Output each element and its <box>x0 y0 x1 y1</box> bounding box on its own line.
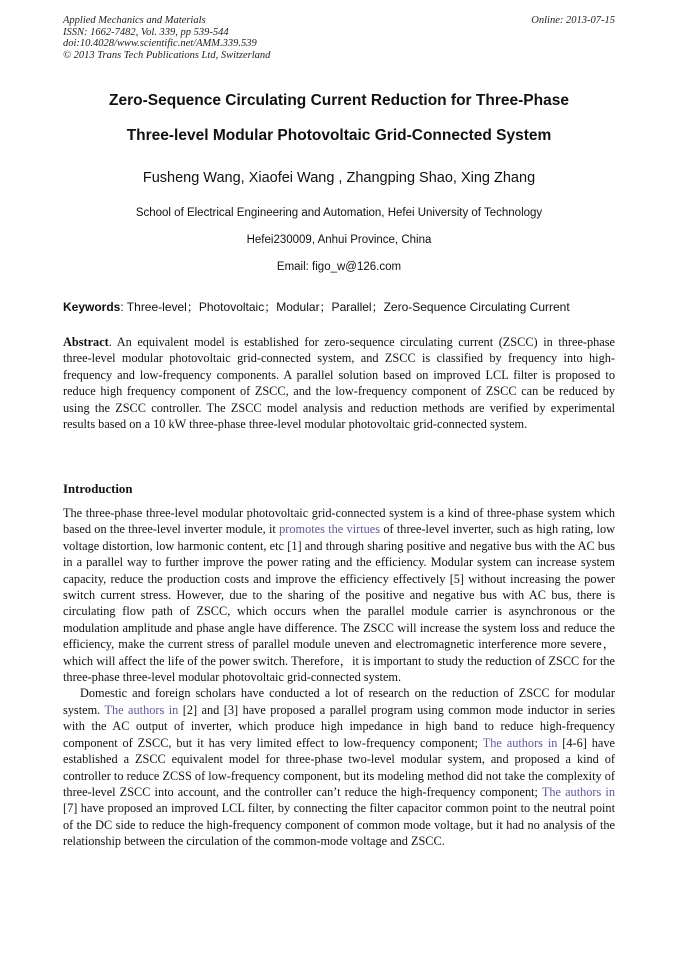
keywords-label: Keywords <box>63 300 121 314</box>
paper-title-line-1: Zero-Sequence Circulating Current Reduction for Three-Phase <box>109 92 569 109</box>
introduction-body <box>63 505 615 850</box>
intro-p2-highlight-2: The authors in <box>482 735 558 750</box>
intro-paragraph-1 <box>63 505 615 685</box>
copyright-line: © 2013 Trans Tech Publications Ltd, Switzerland <box>63 49 271 61</box>
abstract-label: Abstract <box>63 335 109 349</box>
intro-p2-text-b: [2] and [3] have proposed a parallel program using common mode inductor in series with the AC output of inverter, which produce high impedance in high band to reduce high-frequency component of ZSCC, but it has very limited effect to low-frequency component; <box>63 702 615 750</box>
abstract-text: . An equivalent model is established for zero-sequence circulating current (ZSCC) in three-phase three-level modular photovoltaic grid-connected system, and ZSCC is classified by frequency into high-frequency and low-frequency components. A parallel solution based on improved LCL filter is proposed to reduce high frequency component of ZSCC, and the low-frequency component of ZSCC can be reduced by using the ZSCC controller. The ZSCC model analysis and reduction methods are verified by experimental results based on a 10 kW three-phase three-level modular photovoltaic grid-connected system. <box>63 335 615 432</box>
abstract <box>63 334 615 432</box>
intro-p2-highlight-1: The authors in <box>104 702 179 717</box>
affiliation-line-1: School of Electrical Engineering and Automation, Hefei University of Technology <box>135 207 543 219</box>
keywords <box>63 298 623 315</box>
paper-title-line-2: Three-level Modular Photovoltaic Grid-Connected System <box>126 127 552 144</box>
author-list: Fusheng Wang, Xiaofei Wang , Zhangping Shao, Xing Zhang <box>142 170 536 186</box>
keywords-text: : Three-level；Photovoltaic；Modular；Parallel；Zero-Sequence Circulating Current <box>120 300 570 314</box>
email-line: Email: figo_w@126.com <box>276 261 402 273</box>
intro-p2-text-d: [7] have proposed an improved LCL filter, by connecting the filter capacitor common point to the neutral point of the DC side to reduce the high-frequency component of common mode voltage, but it had no analysis of the relationship between the circulation of the common-mode voltage and ZSCC. <box>63 801 615 849</box>
intro-paragraph-2 <box>63 685 615 849</box>
intro-p1-highlight: promotes the virtues <box>279 522 381 537</box>
journal-name: Applied Mechanics and Materials <box>63 15 206 26</box>
doi-line: doi:10.4028/www.scientific.net/AMM.339.539 <box>63 38 257 49</box>
intro-p1-text-b: of three-level inverter, such as high rating, low voltage distortion, low harmonic content, etc [1] and through sharing positive and negative bus with the AC bus in a parallel way to further improve the power rating and the efficiency. Modular system can increase system capacity, reduce the production costs and improve the efficiency effectively [5] without increasing the power switch current stress. However, due to the sharing of the positive and negative bus with AC bus, there is circulating flow path of ZSCC, which occurs when the parallel module carrier is asynchronous or the modulation amplitude and phase angle have difference. The ZSCC will increase the system loss and reduce the efficiency, make the current stress of parallel module uneven and electromagnetic interference more severe，which will affect the life of the power switch. Therefore，it is important to study the reduction of ZSCC for the three-phase three-level modular photovoltaic grid-connected system. <box>63 522 616 685</box>
intro-p2-highlight-3: The authors in <box>541 784 615 799</box>
introduction-heading: Introduction <box>63 482 133 496</box>
online-date: Online: 2013-07-15 <box>531 15 615 26</box>
page-header <box>63 15 615 61</box>
intro-p2-text-a: Domestic and foreign scholars have conducted a lot of research on the reduction of ZSCC for modular system. <box>63 686 615 717</box>
affiliation-line-2: Hefei230009, Anhui Province, China <box>246 234 432 246</box>
intro-p2-text-c: [4-6] have established a ZSCC equivalent model for three-phase two-level modular system, and proposed a kind of controller to reduce ZCSS of low-frequency component, but its modeling method did not take the complexity of three-level ZSCC into account, and the controller can’t reduce the high-frequency component; <box>63 735 615 799</box>
intro-p1-text-a: The three-phase three-level modular photovoltaic grid-connected system is a kind of three-phase system which based on the three-level inverter module, it <box>63 506 615 537</box>
issn-line: ISSN: 1662-7482, Vol. 339, pp 539-544 <box>63 26 229 38</box>
